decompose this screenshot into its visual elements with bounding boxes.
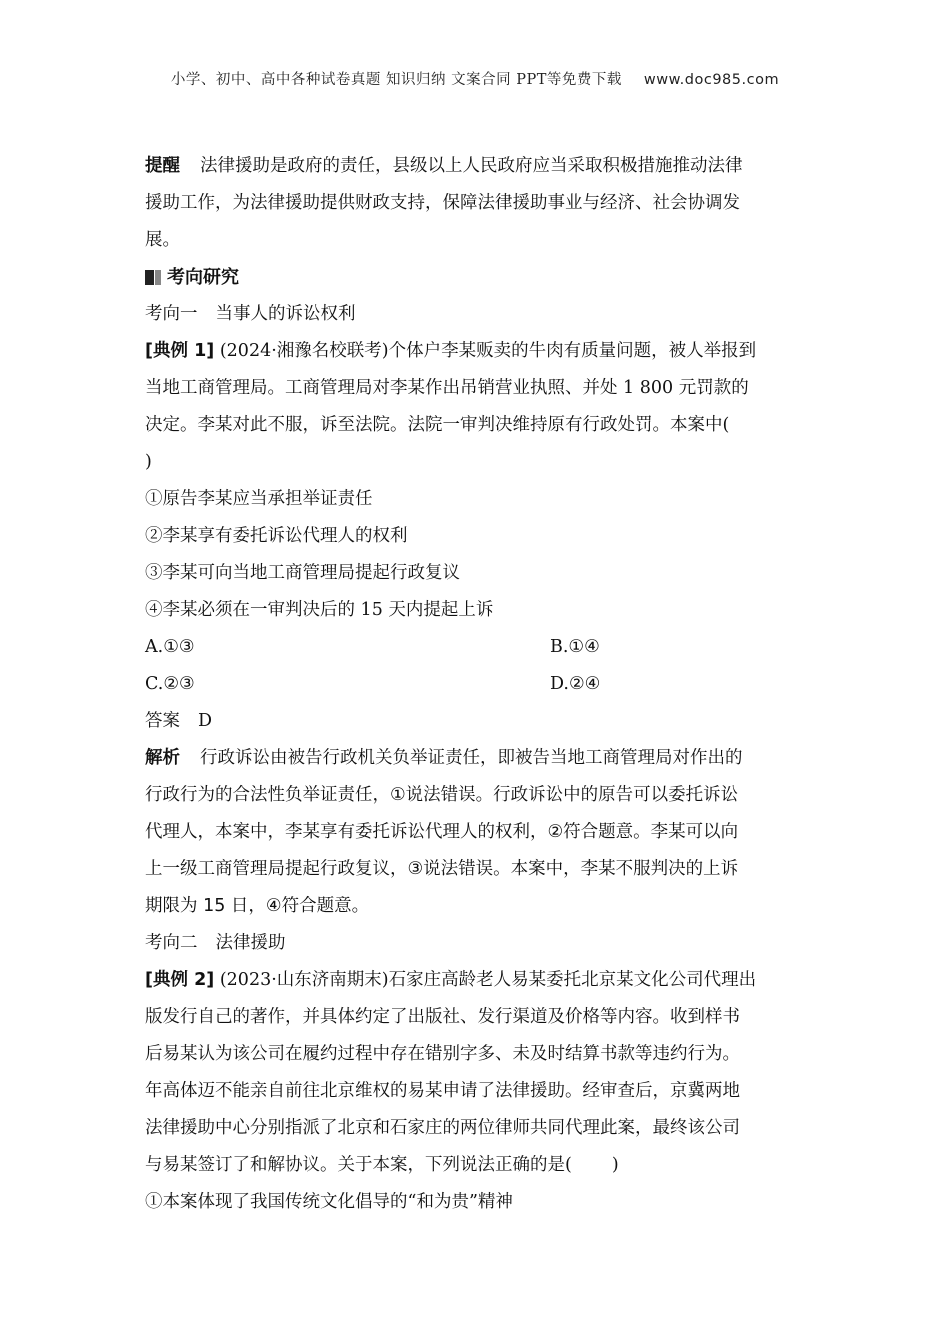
example-2 [145, 962, 810, 1221]
question-text: 与易某签订了和解协议。关于本案，下列说法正确的是( [145, 1155, 572, 1175]
option-c: C.②③ [145, 674, 195, 694]
example-text: ) [145, 452, 152, 472]
topic-title: 当事人的诉讼权利 [215, 304, 356, 324]
example-source: (2024·湘豫名校联考) [219, 341, 389, 361]
example-text: 当地工商管理局。工商管理局对李某作出吊销营业执照、并处 1 800 元罚款的 [145, 378, 749, 398]
section-marker-icon [145, 270, 163, 285]
topic-heading [145, 925, 810, 962]
reminder-line: 展。 [145, 230, 180, 250]
document-body [145, 148, 810, 1221]
reminder-label: 提醒 [145, 156, 180, 176]
header-text: 小学、初中、高中各种试卷真题 知识归纳 文案合同 PPT等免费下载 [170, 72, 622, 88]
example-tag: [典例 1] [145, 341, 215, 361]
statement: ①原告李某应当承担举证责任 [145, 489, 373, 509]
answer-label: 答案 [145, 711, 180, 731]
reminder-block [145, 148, 810, 259]
example-1 [145, 333, 810, 925]
analysis-line: 行政行为的合法性负举证责任，①说法错误。行政诉讼中的原告可以委托诉讼 [145, 785, 739, 805]
analysis-label: 解析 [145, 748, 180, 768]
answer-value: D [198, 711, 213, 731]
example-source: (2023·山东济南期末) [219, 970, 389, 990]
reminder-line: 法律援助是政府的责任，县级以上人民政府应当采取积极措施推动法律 [200, 156, 743, 176]
option-b: B.①④ [550, 637, 600, 657]
analysis-line: 上一级工商管理局提起行政复议，③说法错误。本案中，李某不服判决的上诉 [145, 859, 739, 879]
header-site: www.doc985.com [643, 72, 780, 88]
answer-options [145, 629, 810, 703]
question-close: ) [611, 1155, 619, 1175]
option-d: D.②④ [550, 674, 601, 694]
example-text: 个体户李某贩卖的牛肉有质量问题，被人举报到 [388, 341, 757, 361]
example-text: 后易某认为该公司在履约过程中存在错别字多、未及时结算书款等违约行为。 [145, 1044, 740, 1064]
example-text: 决定。李某对此不服，诉至法院。法院一审判决维持原有行政处罚。本案中( [145, 415, 730, 435]
analysis-line: 代理人，本案中，李某享有委托诉讼代理人的权利，②符合题意。李某可以向 [145, 822, 739, 842]
example-text: 版发行自己的著作，并具体约定了出版社、发行渠道及价格等内容。收到样书 [145, 1007, 740, 1027]
topic-label: 考向一 [145, 304, 198, 324]
analysis-line: 行政诉讼由被告行政机关负举证责任，即被告当地工商管理局对作出的 [200, 748, 743, 768]
example-text: 法律援助中心分别指派了北京和石家庄的两位律师共同代理此案，最终该公司 [145, 1118, 740, 1138]
statement: ①本案体现了我国传统文化倡导的“和为贵”精神 [145, 1192, 513, 1212]
topic-title: 法律援助 [215, 933, 286, 953]
section-title: 考向研究 [167, 267, 239, 288]
example-text: 年高体迈不能亲自前往北京维权的易某申请了法律援助。经审查后，京冀两地 [145, 1081, 740, 1101]
option-a: A.①③ [145, 637, 195, 657]
page-header [0, 68, 950, 89]
example-text: 石家庄高龄老人易某委托北京某文化公司代理出 [388, 970, 757, 990]
statement: ④李某必须在一审判决后的 15 天内提起上诉 [145, 600, 494, 620]
statement: ②李某享有委托诉讼代理人的权利 [145, 526, 408, 546]
section-heading [145, 259, 810, 296]
example-tag: [典例 2] [145, 970, 215, 990]
reminder-line: 援助工作，为法律援助提供财政支持，保障法律援助事业与经济、社会协调发 [145, 193, 740, 213]
analysis-line: 期限为 15 日，④符合题意。 [145, 896, 370, 916]
statement: ③李某可向当地工商管理局提起行政复议 [145, 563, 460, 583]
topic-label: 考向二 [145, 933, 198, 953]
topic-heading [145, 296, 810, 333]
